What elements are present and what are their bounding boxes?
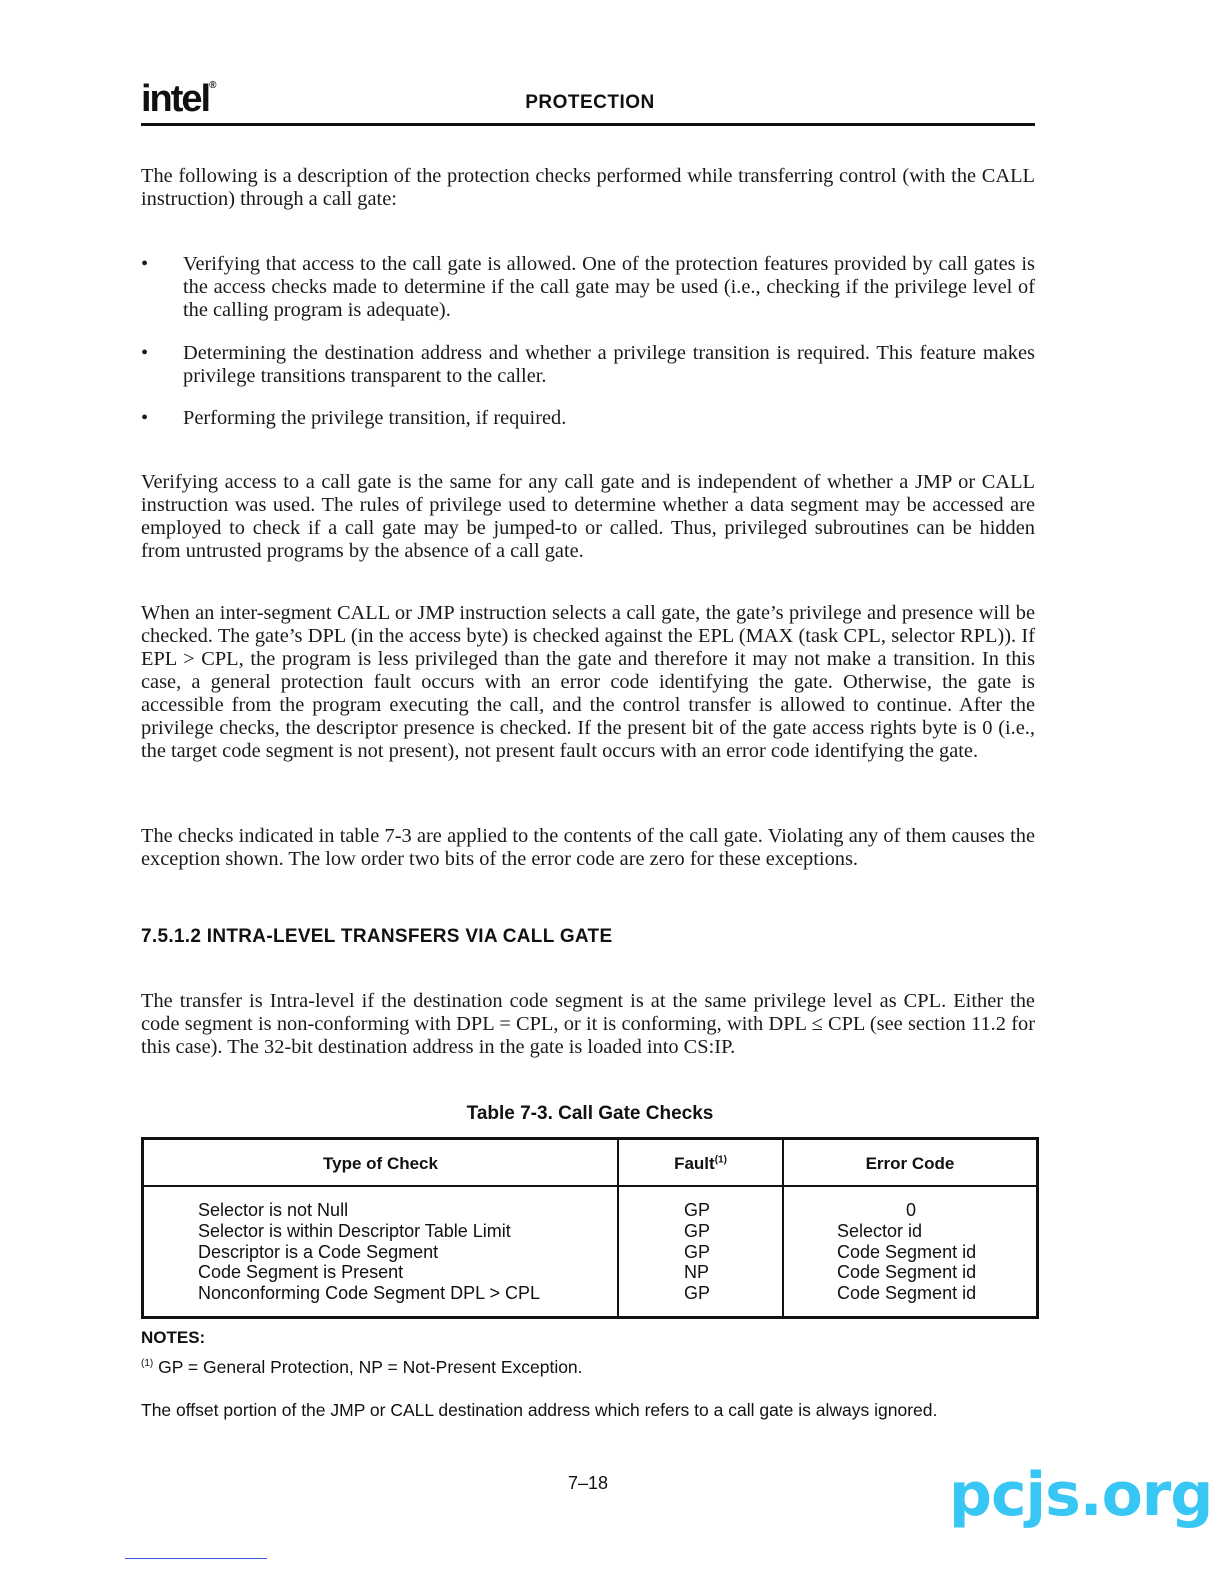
table-header-error-code: Error Code [865,1154,955,1173]
table-header-rule [144,1185,1036,1187]
body-paragraph: Verifying access to a call gate is the same for any call gate and is independent of whether a JMP or CALL instruction was used. The rules of privilege used to determine whether a data segment may be accessed are employed to check if a call gate may be jumped-to or called. Thus, privileged subroutines can be hidden from untrusted programs by the absence of a call gate. [141,471,1035,562]
section-heading: 7.5.1.2 INTRA-LEVEL TRANSFERS VIA CALL GATE [141,926,613,947]
bullet-dot: • [141,342,149,364]
table-cell-fault: GP [684,1283,711,1304]
table-header-type: Type of Check [323,1154,438,1173]
table-cell-type: Nonconforming Code Segment DPL > CPL [198,1283,541,1304]
bullet-item [141,342,1035,388]
bullet-text: Verifying that access to the call gate is allowed. One of the protection features provided by call gates is the access checks made to determine if the call gate may be used (i.e., checking if the privilege level of the calling program is adequate). [183,253,1035,321]
table-title: Table 7-3. Call Gate Checks [466,1103,714,1124]
table-cell-fault: GP [684,1241,711,1262]
body-paragraph: The checks indicated in table 7-3 are applied to the contents of the call gate. Violating any of them causes the exception shown. The low order two bits of the error code are zero for these exceptions. [141,825,1035,870]
intel-logo: intel® [141,78,215,120]
table-cell-error-code: Code Segment id [837,1262,977,1283]
table-cell-error-code: Selector id [837,1220,923,1241]
section-body: The transfer is Intra-level if the destination code segment is at the same privilege level as CPL. Either the code segment is non-conforming with DPL = CPL, or it is conforming, with DPL ≤ CPL (see section 11.2 for this case). The 32-bit destination address in the gate is loaded into CS:IP. [141,990,1035,1058]
page-number: 7–18 [567,1473,609,1493]
bullet-dot: • [141,253,149,275]
table-cell-type: Code Segment is Present [198,1262,404,1283]
bullet-item [141,253,1035,322]
header-rule [141,123,1035,126]
bullet-text: Determining the destination address and whether a privilege transition is required. This feature makes privilege transitions transparent to the caller. [183,342,1035,387]
table-header-fault: Fault$^{(1)}$ [674,1154,727,1173]
table-cell-type: Selector is not Null [198,1200,349,1220]
offset-note: The offset portion of the JMP or CALL destination address which refers to a call gate is always ignored. [141,1400,938,1420]
error-code-column [837,1200,1027,1304]
table-cell-type: Selector is within Descriptor Table Limit [198,1220,511,1241]
bullet-item [141,407,1035,430]
body-paragraph: When an inter-segment CALL or JMP instruction selects a call gate, the gate’s privilege and presence will be checked. The gate’s DPL (in the access byte) is checked against the EPL (MAX (task CPL, selector RPL)). If EPL > CPL, the program is less privileged than the gate and therefore it may not make a transition. In this case, a general protection fault occurs with an error code identifying the gate. Otherwise, the gate is accessible from the program executing the call, and the control transfer is allowed to continue. After the privilege checks, the descriptor presence is checked. If the present bit of the gate access rights byte is 0 (i.e., the target code segment is not present), not present fault occurs with an error code identifying the gate. [141,602,1035,762]
table-cell-error-code: Code Segment id [837,1241,977,1262]
table-cell-type: Descriptor is a Code Segment [198,1241,439,1262]
bullet-text: Performing the privilege transition, if required. [183,407,567,429]
pcjs-watermark: pcjs.org [949,1460,1213,1530]
notes-heading: NOTES: [141,1328,206,1347]
bottom-rule [125,1558,267,1559]
type-column [198,1200,608,1304]
table-cell-fault: NP [684,1262,710,1283]
table-cell-fault: GP [684,1220,711,1241]
call-gate-checks-table [141,1137,1039,1319]
intro-paragraph: The following is a description of the protection checks performed while transferring control (with the CALL instruction) through a call gate: [141,165,1035,210]
fault-column [684,1200,744,1304]
footnote: $^{(1)}$ GP = General Protection, NP = Not-Present Exception. [141,1357,583,1377]
page-header-title: PROTECTION [525,92,655,113]
table-cell-error-code: 0 [906,1200,917,1220]
table-cell-error-code: Code Segment id [837,1283,977,1304]
bullet-dot: • [141,407,149,429]
table-cell-fault: GP [684,1200,711,1220]
